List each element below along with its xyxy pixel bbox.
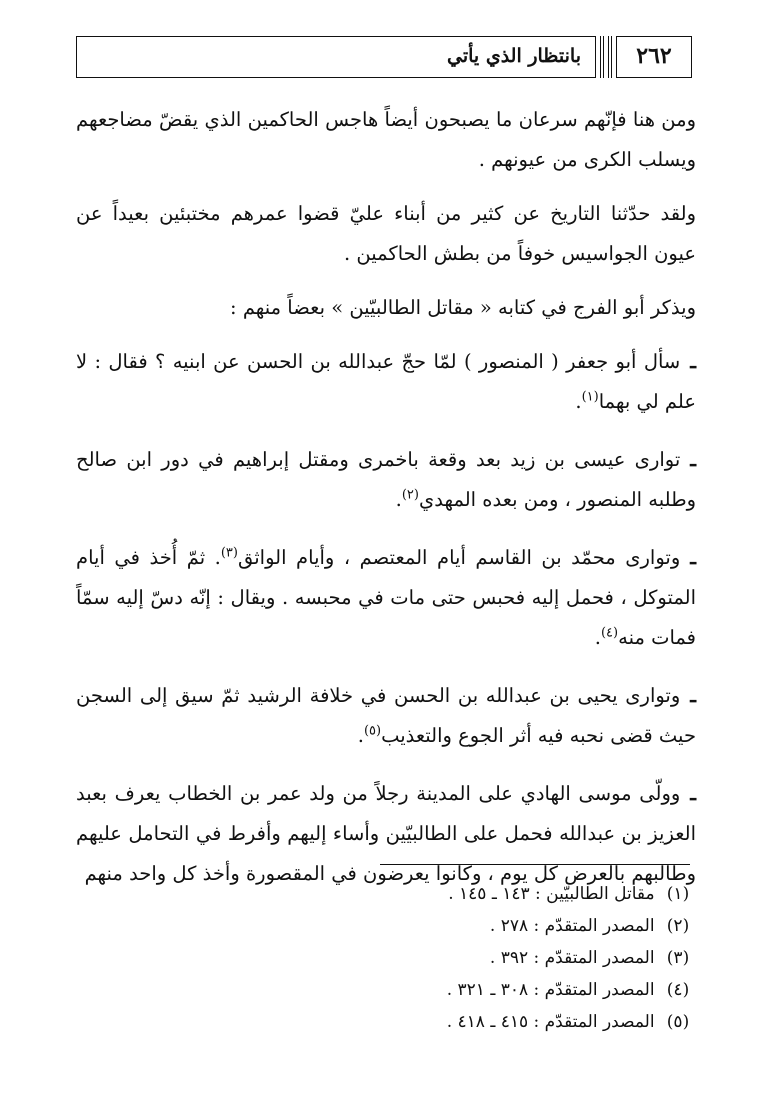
footnote-text: المصدر المتقدّم : ٢٧٨ . <box>489 916 655 936</box>
bullet-dash: ـ <box>690 684 696 707</box>
footnote-number: (٥) <box>666 1012 690 1032</box>
footnote-number: (٣) <box>666 948 690 968</box>
page-number: ٢٦٢ <box>636 43 672 69</box>
footnote-number: (١) <box>666 884 690 904</box>
header-divider <box>608 36 612 78</box>
footnote-ref: (٥) <box>363 723 382 739</box>
header-divider <box>600 36 604 78</box>
footnote-text: المصدر المتقدّم : ٤١٥ ـ ٤١٨ . <box>446 1012 655 1032</box>
list-item: ـوتوارى محمّد بن القاسم أيام المعتصم ، وأيام الواثق$^{(٣)}$. ثمّ أُخذ في أيام المتوكل ، فحمل إليه فحبس حتى مات في محبسه . ويقال : إنّه دسّ إليه سمّاً فمات منه$^{(٤)}$. <box>76 538 696 658</box>
bullet-dash: ـ <box>690 350 696 373</box>
body-text <box>76 100 696 912</box>
list-item: ـوتوارى يحيى بن عبدالله بن الحسن في خلافة الرشيد ثمّ سيق إلى السجن حيث قضى نحبه فيه أثر الجوع والتعذيب$^{(٥)}$. <box>76 676 696 756</box>
paragraph: ومن هنا فإنّهم سرعان ما يصبحون أيضاً هاجس الحاكمين الذي يقضّ مضاجعهم ويسلب الكرى من عيونهم . <box>76 108 696 171</box>
footnote-separator <box>380 864 690 865</box>
footnote-ref: (١) <box>581 389 599 405</box>
footnote-ref: (٣) <box>220 545 238 561</box>
paragraph: ولقد حدّثنا التاريخ عن كثير من أبناء عليّ قضوا عمرهم مختبئين بعيداً عن عيون الجواسيس خوفاً من بطش الحاكمين . <box>76 202 696 265</box>
footnote-ref: (٢) <box>401 487 419 503</box>
paragraph: ويذكر أبو الفرج في كتابه « مقاتل الطالبيّين » بعضاً منهم : <box>230 296 696 319</box>
footnote-text: المصدر المتقدّم : ٣٠٨ ـ ٣٢١ . <box>446 980 655 1000</box>
footnote <box>76 974 696 1006</box>
footnote-text: المصدر المتقدّم : ٣٩٢ . <box>489 948 655 968</box>
footnote <box>76 910 696 942</box>
footnote-text: مقاتل الطالبيّين : ١٤٣ ـ ١٤٥ . <box>448 884 655 904</box>
footnote <box>76 878 696 910</box>
footnotes <box>76 878 696 1038</box>
page-header <box>76 36 692 82</box>
footnote-number: (٤) <box>666 980 690 1000</box>
bullet-dash: ـ <box>690 448 696 471</box>
footnote-number: (٢) <box>666 916 690 936</box>
running-title: بانتظار الذي يأتي <box>447 45 581 67</box>
footnote <box>76 942 696 974</box>
footnote <box>76 1006 696 1038</box>
page-number-box <box>616 36 692 78</box>
list-item: ـوولّى موسى الهادي على المدينة رجلاً من ولد عمر بن الخطاب يعرف بعبد العزيز بن عبدالله فحمل على الطالبيّين وأساء إليهم وأفرط في التحامل عليهم وطالبهم بالعرض كل يوم ، وكانوا يعرضون في المقصورة وأخذ كل واحد منهم <box>76 774 696 894</box>
running-title-box <box>76 36 596 78</box>
bullet-dash: ـ <box>690 546 696 569</box>
list-item: ـتوارى عيسى بن زيد بعد وقعة باخمرى ومقتل إبراهيم في دور ابن صالح وطلبه المنصور ، ومن بعده المهدي$^{(٢)}$. <box>76 440 696 520</box>
bullet-dash: ـ <box>690 782 696 805</box>
list-item: ـسأل أبو جعفر ( المنصور ) لمّا حجّ عبدالله بن الحسن عن ابنيه ؟ فقال : لا علم لي بهما$^{(١)}$. <box>76 342 696 422</box>
footnote-ref: (٤) <box>600 625 619 641</box>
